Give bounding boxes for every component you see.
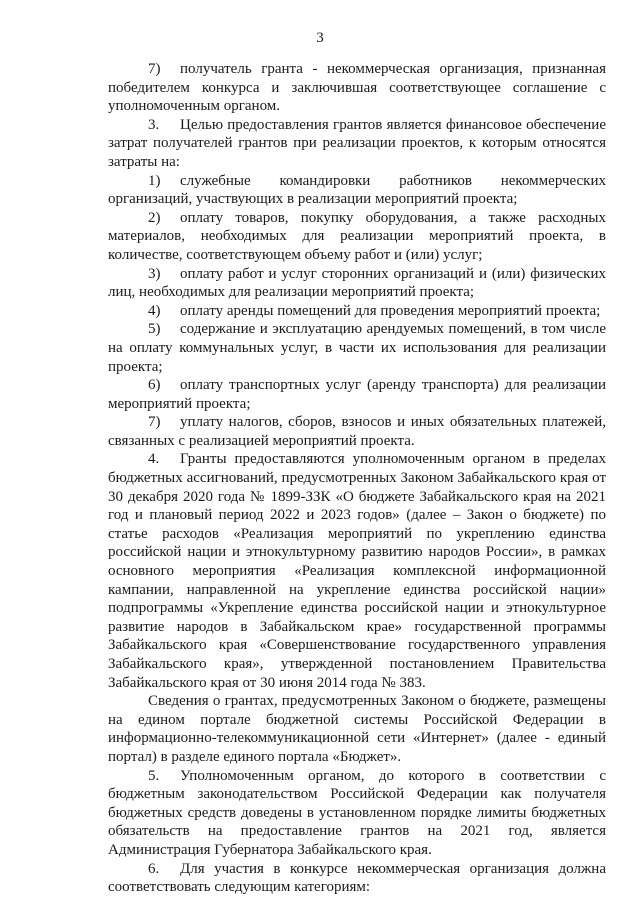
- item-text: служебные командировки работников некоммерческих организаций, участвующих в реализации мероприятий проекта;: [108, 172, 606, 208]
- section-text: Для участия в конкурсе некоммерческая организация должна соответствовать следующим категориям:: [108, 860, 606, 896]
- item-text: оплату работ и услуг сторонних организаций и (или) физических лиц, необходимых для реализации мероприятий проекта;: [108, 265, 606, 301]
- item-text: оплату аренды помещений для проведения мероприятий проекта;: [180, 302, 601, 319]
- section-number: 4.: [148, 451, 160, 468]
- section-4-budget-allocations: [108, 450, 606, 692]
- page-number: 3: [316, 30, 324, 46]
- list-item-transport: [108, 376, 606, 413]
- item-number: 1): [148, 172, 161, 189]
- list-item-goods-equipment: [108, 209, 606, 265]
- list-item-recipient-definition: [108, 60, 606, 116]
- item-text: содержание и эксплуатацию арендуемых помещений, в том числе на оплату коммунальных услуг, в части их использования для реализации проекта;: [108, 321, 606, 375]
- section-3-purpose: [108, 116, 606, 172]
- section-text: Целью предоставления грантов является финансовое обеспечение затрат получателей грантов при реализации проектов, к которым относятся затраты на:: [108, 116, 606, 170]
- item-number: 5): [148, 321, 161, 338]
- section-text: Гранты предоставляются уполномоченным органом в пределах бюджетных ассигнований, предусмотренных Законом Забайкальского края от 30 декабря 2020 года № 1899-ЗЗК «О бюджете Забайкальского края на 2021 год и плановый период 2022 и 2023 годов» (далее – Закон о бюджете) по статье расходов «Реализация мероприятий по укреплению единства российской нации и этнокультурному развитию народов России», в рамках основного мероприятия «Реализация комплексной информационной кампании, направленной на укрепление единства российской нации» подпрограммы «Укрепление единства российской нации и этнокультурное развитие народов в Забайкальском крае» государственной программы Забайкальского края «Совершенствование государственного управления Забайкальского края», утвержденной постановлением Правительства Забайкальского края от 30 июня 2014 года № 383.: [108, 451, 606, 691]
- list-item-premises-maintenance: [108, 320, 606, 376]
- section-text: Уполномоченным органом, до которого в соответствии с бюджетным законодательством Российской Федерации как получателя бюджетных средств доведены в установленном порядке лимиты бюджетных обязательств на предоставление грантов на 2021 год, является Администрация Губернатора Забайкальского края.: [108, 767, 606, 858]
- item-number: 7): [148, 414, 161, 431]
- paragraph-grant-information: [108, 692, 606, 766]
- item-text: оплату товаров, покупку оборудования, а также расходных материалов, необходимых для реализации мероприятий проекта, в количестве, соответствующем объему работ и (или) услуг;: [108, 209, 606, 263]
- document-body: [108, 60, 606, 897]
- list-item-third-party-services: [108, 265, 606, 302]
- list-item-taxes-fees: [108, 413, 606, 450]
- item-number: 6): [148, 377, 161, 394]
- item-text: получатель гранта - некоммерческая организация, признанная победителем конкурса и заключившая соответствующее соглашение с уполномоченным органом.: [108, 61, 606, 115]
- section-6-participation: [108, 860, 606, 897]
- list-item-business-trips: [108, 172, 606, 209]
- item-number: 7): [148, 61, 161, 77]
- section-number: 5.: [148, 767, 160, 784]
- item-text: уплату налогов, сборов, взносов и иных обязательных платежей, связанных с реализацией мероприятий проекта.: [108, 414, 606, 449]
- section-number: 6.: [148, 860, 160, 877]
- item-number: 3): [148, 265, 161, 282]
- section-number: 3.: [148, 116, 160, 133]
- item-text: оплату транспортных услуг (аренду транспорта) для реализации мероприятий проекта;: [108, 377, 606, 412]
- section-5-authorized-body: [108, 767, 606, 860]
- item-number: 2): [148, 209, 161, 226]
- item-number: 4): [148, 302, 161, 319]
- list-item-premises-rent: [108, 302, 606, 321]
- paragraph-text: Сведения о грантах, предусмотренных Законом о бюджете, размещены на едином портале бюджетной системы Российской Федерации в информационно-телекоммуникационной сети «Интернет» (далее - единый портал) в разделе единого портала «Бюджет».: [108, 693, 606, 765]
